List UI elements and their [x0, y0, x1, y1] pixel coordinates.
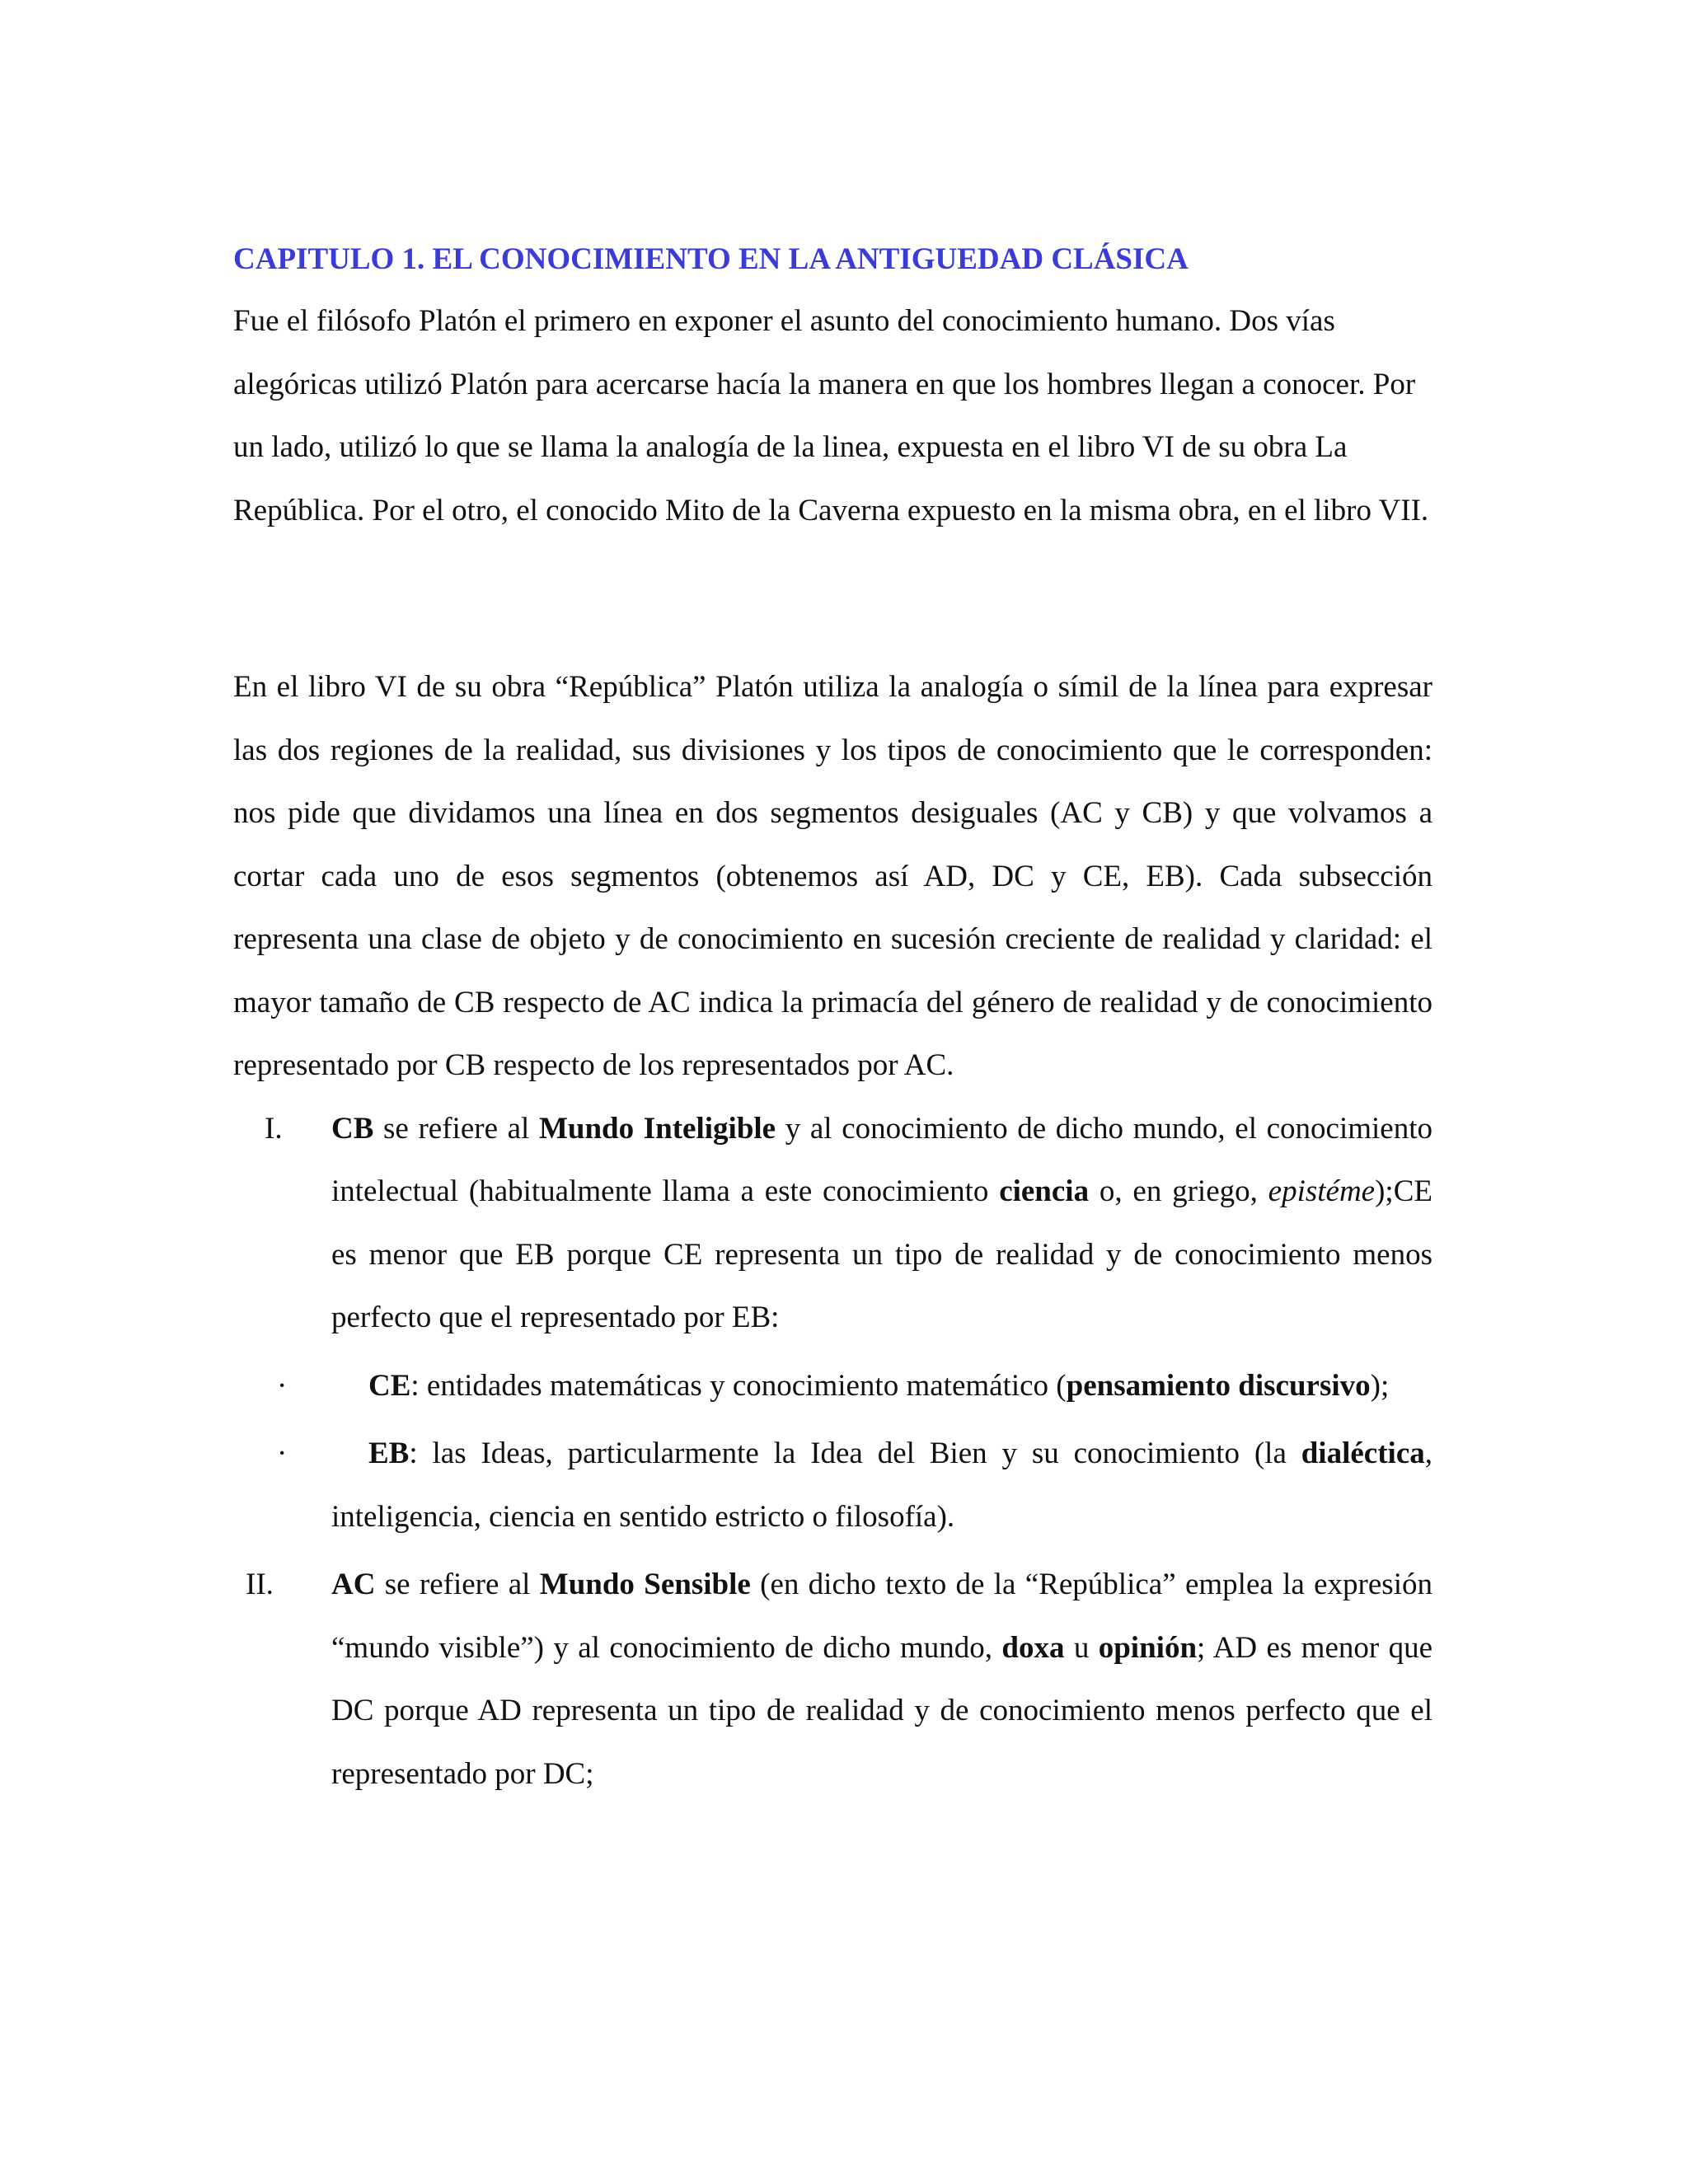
line-analogy-paragraph: En el libro VI de su obra “República” Platón utiliza la analogía o símil de la línea para expresar las dos regiones de la realidad, sus divisiones y los tipos de conocimiento que le corresponden: nos pide que dividamos una línea en dos segmentos desiguales (AC y CB) y que volvamos a cortar cada uno de esos segmentos (obtenemos así AD, DC y CE, EB). Cada subsección representa una clase de objeto y de conocimiento en sucesión creciente de realidad y claridad: el mayor tamaño de CB respecto de AC indica la primacía del género de realidad y de conocimiento representado por CB respecto de los representados por AC. — [233, 670, 1432, 1082]
item-bold-term: pensamiento discursivo — [1066, 1368, 1371, 1403]
item-text: ; AD es menor que DC porque AD representa un tipo de realidad y de conocimiento menos perfecto que el representado por DC; — [331, 1630, 1432, 1791]
item-text: : entidades matemáticas y conocimiento matemático ( — [410, 1368, 1067, 1403]
item-text: );CE es menor que EB porque CE representa un tipo de realidad y de conocimiento menos perfecto que el representado por EB: — [331, 1174, 1432, 1334]
item-text: , inteligencia, ciencia en sentido estricto o filosofía). — [331, 1436, 1432, 1534]
item-italic-term: epistéme — [1268, 1174, 1376, 1208]
item-bold-term: dialéctica — [1301, 1436, 1425, 1470]
item-text: y al conocimiento de dicho mundo, el conocimiento intelectual (habitualmente llama a este conocimiento — [331, 1111, 1432, 1208]
item-text: ); — [1370, 1368, 1390, 1403]
bullet-marker: · — [277, 1436, 288, 1470]
item-bold-term: Mundo Sensible — [539, 1568, 751, 1601]
segment-term: AC — [331, 1568, 376, 1601]
item-text: : las Ideas, particularmente la Idea del Bien y su conocimiento (la — [409, 1436, 1301, 1470]
segment-term: EB — [368, 1436, 410, 1470]
sub-item-ce — [233, 1355, 1432, 1418]
item-bold-term: opinión — [1098, 1630, 1198, 1665]
item-text: se refiere al — [373, 1111, 539, 1146]
chapter-title: CAPITULO 1. EL CONOCIMIENTO EN LA ANTIGUEDAD CLÁSICA — [233, 242, 1189, 276]
intro-paragraph: Fue el filósofo Platón el primero en exponer el asunto del conocimiento humano. Dos vías alegóricas utilizó Platón para acercarse hacía la manera en que los hombres llegan a conocer. Por un lado, utilizó lo que se llama la analogía de la linea, expuesta en el libro VI de su obra La República. Por el otro, el conocido Mito de la Caverna expuesto en la misma obra, en el libro VII. — [233, 304, 1429, 527]
item-bold-term: ciencia — [999, 1174, 1090, 1208]
list-item-intelligible-world — [233, 1098, 1432, 1350]
document-page — [233, 239, 1432, 1806]
list-marker: I. — [265, 1111, 283, 1146]
item-text: (en dicho texto de la “República” emplea la expresión “mundo visible”) y al conocimiento de dicho mundo, — [331, 1568, 1432, 1665]
item-text: o, en griego, — [1089, 1174, 1268, 1208]
item-text: se refiere al — [375, 1568, 540, 1601]
sub-item-eb — [233, 1422, 1432, 1549]
segment-term: CB — [331, 1111, 374, 1146]
list-marker: II. — [246, 1568, 274, 1601]
segment-term: CE — [368, 1368, 411, 1403]
item-bold-term: doxa — [1001, 1630, 1065, 1665]
bullet-marker: · — [277, 1368, 288, 1403]
list-item-sensible-world — [233, 1554, 1432, 1806]
item-text: u — [1064, 1630, 1099, 1665]
item-bold-term: Mundo Inteligible — [538, 1111, 776, 1146]
